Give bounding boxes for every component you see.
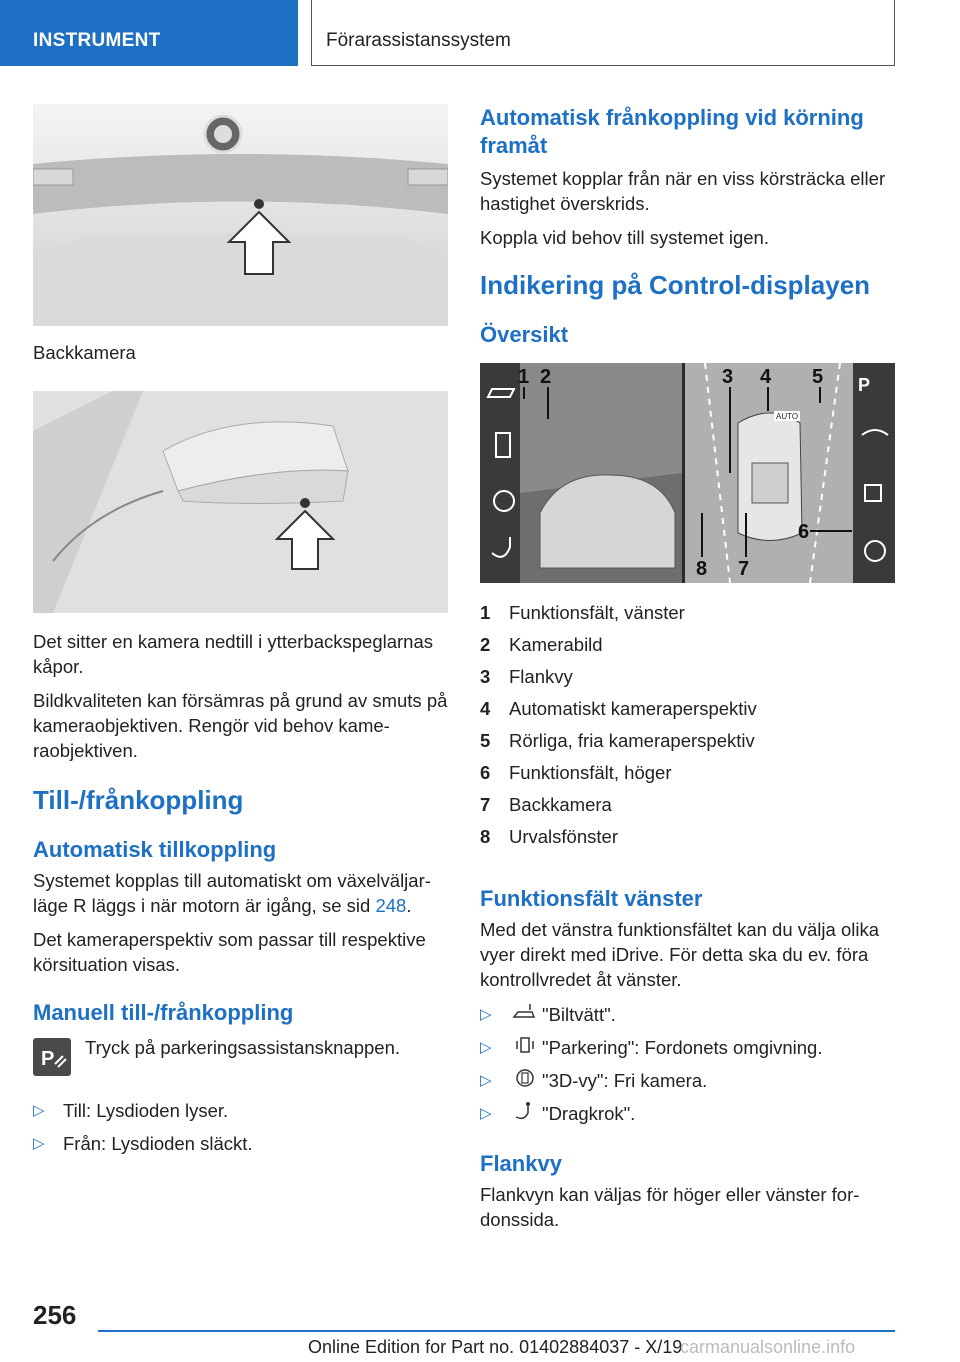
triangle-bullet-icon: ▷ [480,1006,492,1023]
3d-view-icon [512,1068,538,1088]
header-chapter-box [311,0,895,66]
legend-item [480,821,895,853]
callout-6: 6 [798,521,810,543]
triangle-bullet-icon: ▷ [480,1072,492,1089]
heading-oversikt: Översikt [480,322,569,347]
header-section-tab [0,0,298,66]
option-parking [480,1035,895,1060]
caption-backkamera: Backkamera [33,342,136,363]
bullet-led-on-text: Till: Lysdioden lyser. [63,1100,229,1121]
header-chapter-label: Förarassistanssystem [326,30,511,51]
legend-number: 7 [480,794,491,815]
header-section-label: INSTRUMENT [33,30,161,51]
option-3d-view [480,1068,895,1093]
page-link-248[interactable]: 248 [375,895,407,916]
callout-4: 4 [760,366,772,388]
legend-item [480,725,895,757]
heading-till-fran: Till-/frånkoppling [33,785,244,815]
legend-text: Automatiskt kameraperspektiv [509,698,757,719]
option-3d-view-text: "3D-vy": Fri kamera. [542,1070,708,1091]
heading-manuell: Manuell till-/frånkoppling [33,1000,294,1025]
legend-number: 5 [480,730,491,751]
bullet-led-off-text: Från: Lysdioden släckt. [63,1133,253,1154]
triangle-bullet-icon: ▷ [33,1102,45,1119]
heading-auto-till: Automatisk tillkoppling [33,837,277,862]
mirror-camera-photo [33,391,448,613]
legend-number: 4 [480,698,491,719]
park-assist-button-icon [33,1038,71,1076]
callout-5: 5 [812,366,824,388]
overview-legend [480,597,895,853]
option-tow-hitch [480,1101,895,1126]
paragraph-auto-till-text: Systemet kopplas till automatiskt om växelväljarläge R läggs i när motorn är igång, se sid [33,870,431,916]
svg-text:P: P [41,1048,55,1070]
left-column [33,104,448,1156]
car-wash-icon [512,1002,538,1022]
right-column [480,104,895,1232]
callout-2: 2 [540,366,552,388]
legend-number: 6 [480,762,491,783]
option-parking-text: "Parkering": Fordonets omgivning. [542,1037,823,1058]
rear-camera-photo [33,104,448,326]
paragraph-reconnect: Koppla vid behov till systemet igen. [480,227,769,248]
parking-view-icon [512,1035,538,1055]
paragraph-camera-location: Det sitter en kamera nedtill i ytterbackspeglarnas kåpor. [33,631,433,677]
legend-item [480,757,895,789]
legend-number: 3 [480,666,491,687]
p-badge: P [858,375,871,395]
paragraph-flankvy: Flankvyn kan väljas för höger eller vänster fordonssida. [480,1184,860,1230]
legend-text: Backkamera [509,794,612,815]
park-assist-instruction [33,1035,448,1076]
auto-badge: AUTO [776,412,799,421]
triangle-bullet-icon: ▷ [480,1039,492,1056]
paragraph-image-quality: Bildkvaliteten kan försämras på grund av smuts på kameraobjektiven. Rengör vid behov kameraobjektiven. [33,690,448,761]
legend-item [480,597,895,629]
callout-1: 1 [518,366,530,388]
tow-hitch-icon [512,1101,538,1121]
legend-item [480,661,895,693]
paragraph-perspective: Det kameraperspektiv som passar till respektive körsituation visas. [33,929,426,975]
legend-number: 8 [480,826,491,847]
bullet-led-off [33,1131,448,1156]
legend-item [480,693,895,725]
option-car-wash [480,1002,895,1027]
bullet-led-on [33,1098,448,1123]
option-tow-hitch-text: "Dragkrok". [542,1103,636,1124]
legend-item [480,629,895,661]
watermark: carmanualsonline.info [680,1337,856,1357]
legend-text: Funktionsfält, höger [509,762,672,783]
paragraph-press-button: Tryck på parkeringsassistansknappen. [85,1037,400,1058]
callout-3: 3 [722,366,734,388]
heading-flankvy: Flankvy [480,1151,562,1176]
legend-text: Flankvy [509,666,573,687]
paragraph-auto-till [33,868,448,918]
legend-text: Funktionsfält, vänster [509,602,685,623]
footer-divider [98,1330,895,1332]
triangle-bullet-icon: ▷ [33,1135,45,1152]
footer-edition: Online Edition for Part no. 01402884037 - X/19 [308,1337,683,1357]
page-number: 256 [33,1300,77,1330]
heading-auto-fran: Automatisk frånkoppling vid körning framåt [480,105,864,158]
heading-indikering: Indikering på Control-displayen [480,270,871,300]
legend-text: Urvalsfönster [509,826,618,847]
legend-text: Rörliga, fria kameraperspektiv [509,730,755,751]
paragraph-auto-fran: Systemet kopplar från när en viss körsträcka eller hastighet överskrids. [480,168,886,214]
legend-number: 2 [480,634,491,655]
legend-number: 1 [480,602,491,623]
legend-item [480,789,895,821]
option-car-wash-text: "Biltvätt". [542,1004,616,1025]
paragraph-auto-till-end: . [406,895,412,916]
heading-funktionsfalt: Funktionsfält vänster [480,886,703,911]
paragraph-funktionsfalt: Med det vänstra funktionsfältet kan du välja olika vyer direkt med iDrive. För detta ska du ev. föra kontrollvredet åt vänster. [480,919,880,990]
callout-8: 8 [696,558,708,580]
control-display-overview [480,363,895,583]
legend-text: Kamerabild [509,634,603,655]
callout-7: 7 [738,558,750,580]
triangle-bullet-icon: ▷ [480,1105,492,1122]
